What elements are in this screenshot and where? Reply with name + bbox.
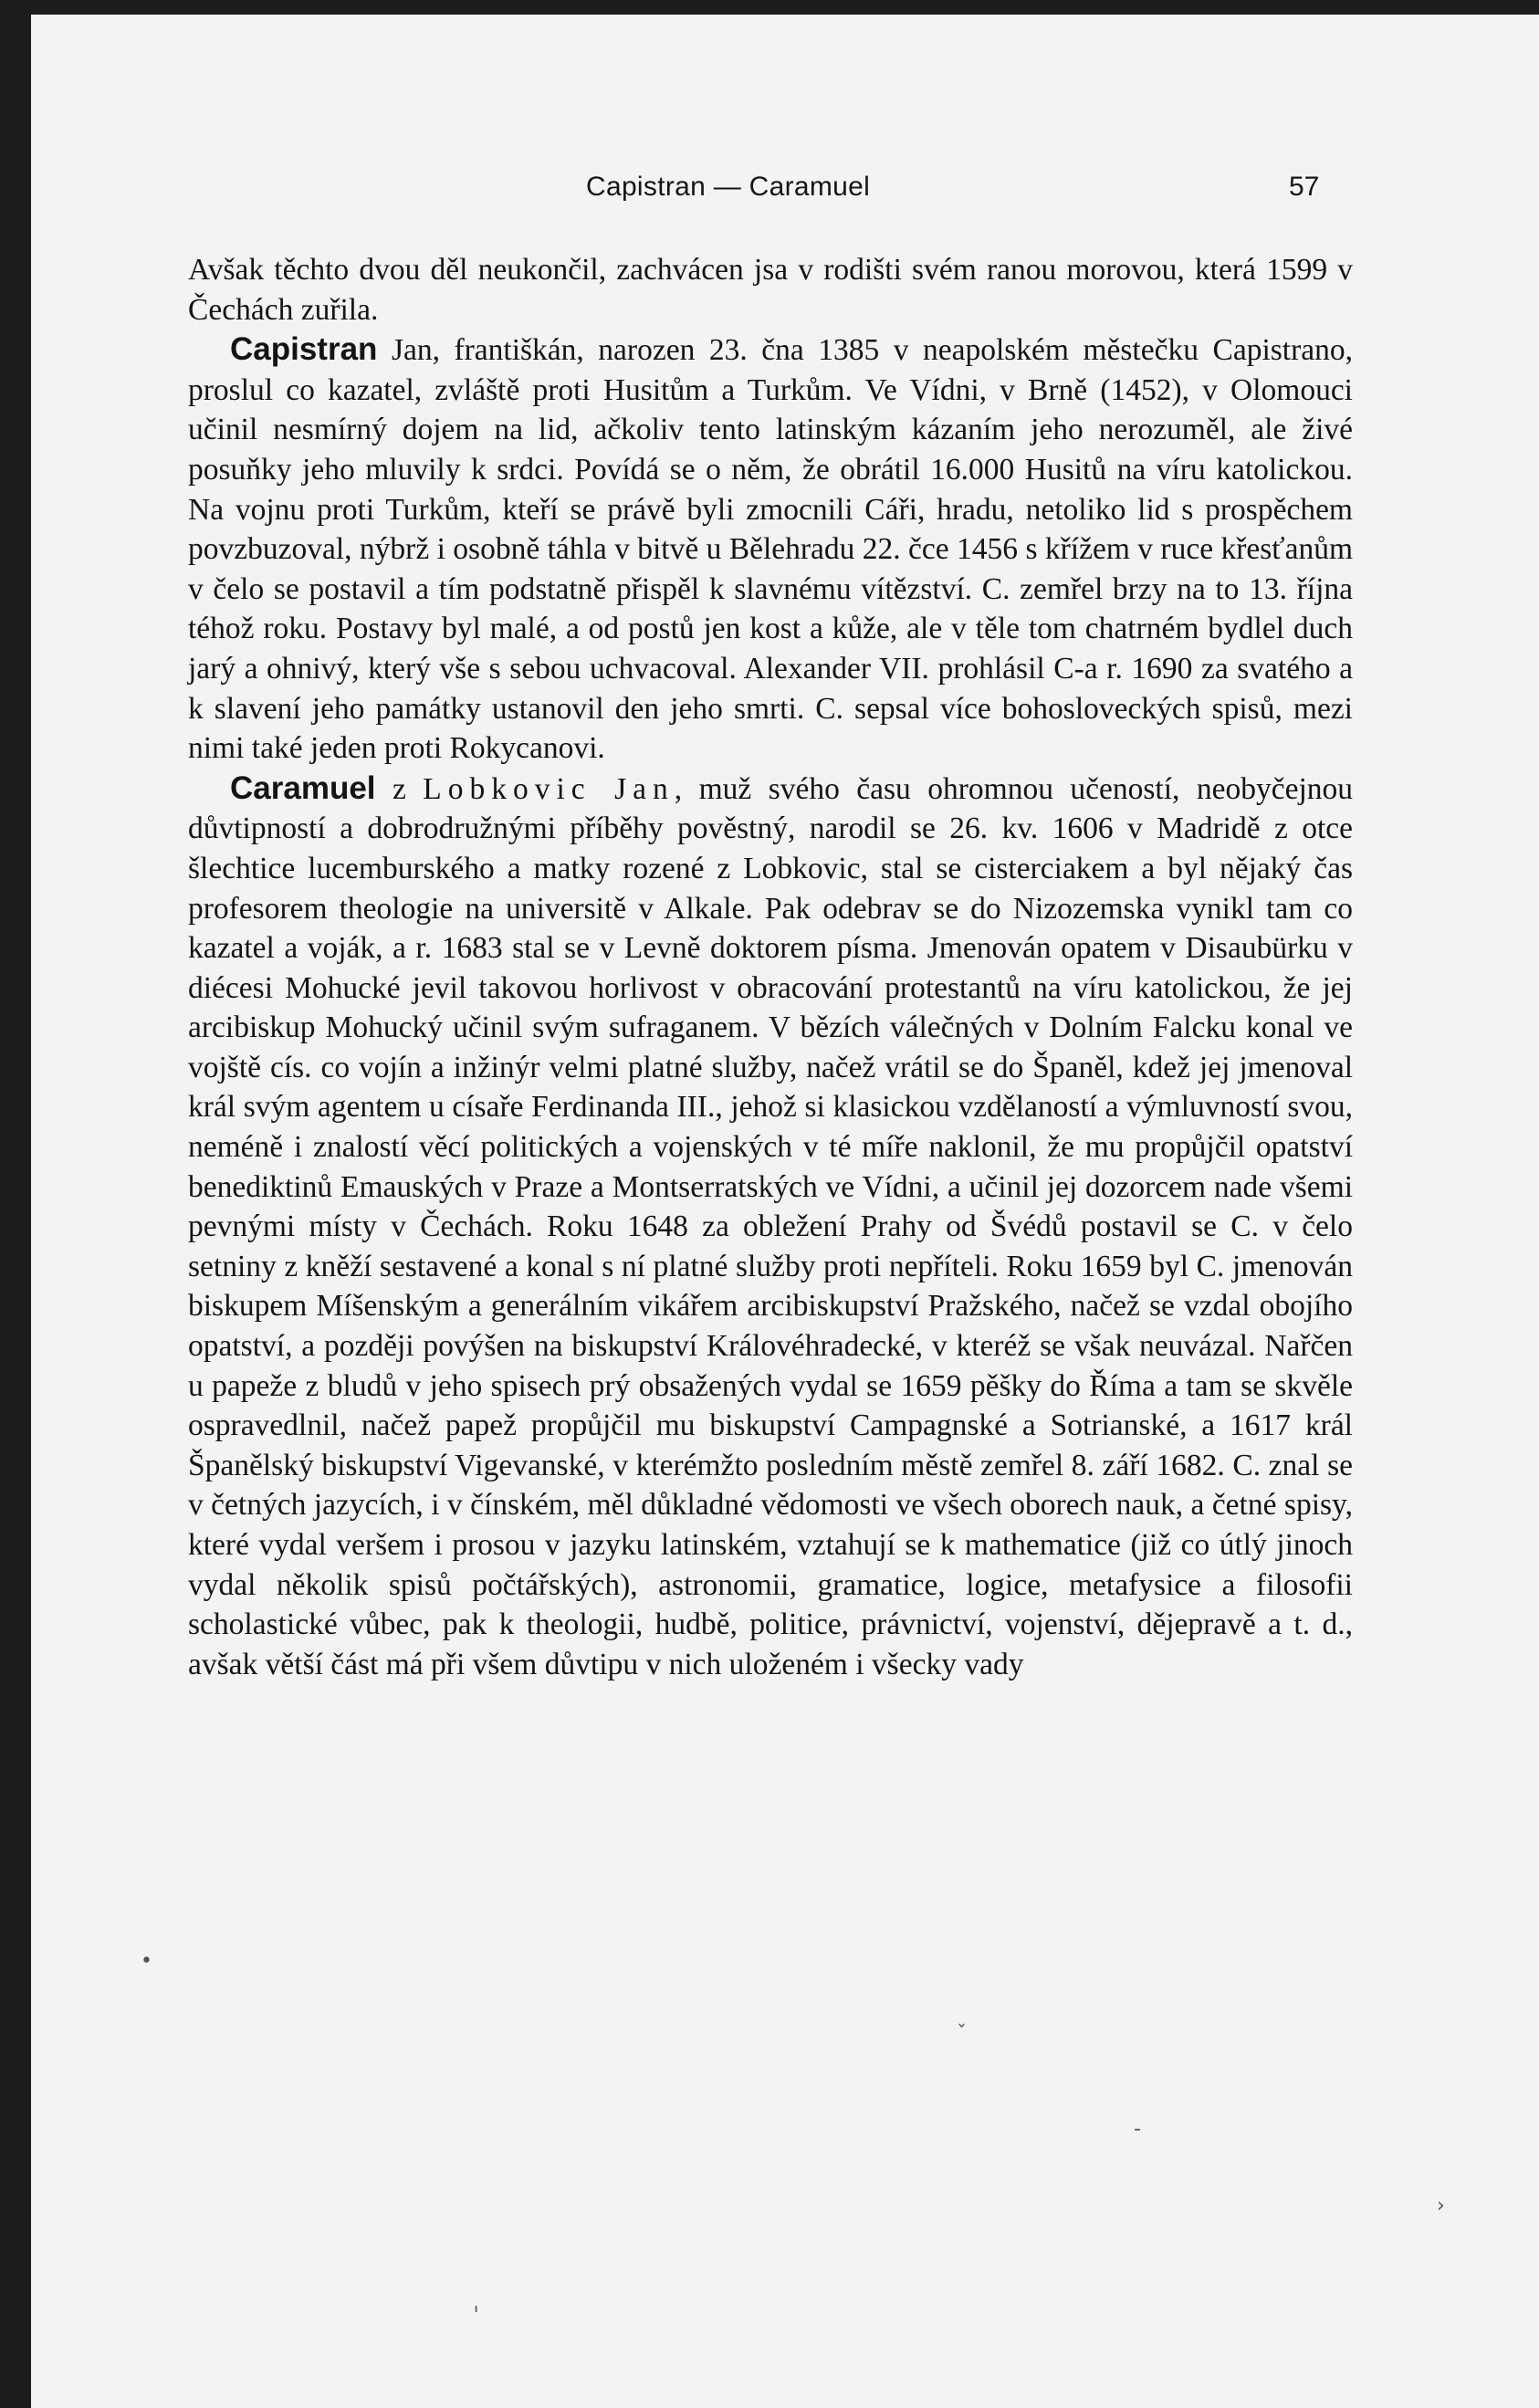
page-header	[31, 172, 1539, 212]
book-page	[31, 15, 1539, 2408]
entry-text: Jan, františkán, narozen 23. čna 1385 v neapolském městečku Capistrano, proslul co kazatel, zvláště proti Husitům a Turkům. Ve Vídni, v Brně (1452), v Olomouci učinil nesmírný dojem na lid, ačkoliv tento latinským kázaním jeho nerozuměl, ale živé posuňky jeho mluvily k srdci. Povídá se o něm, že obrátil 16.000 Husitů na víru katolickou. Na vojnu proti Turkům, kteří se právě byli zmocnili Cáři, hradu, netoliko lid s prospěchem povzbuzoval, nýbrž i osobně táhla v bitvě u Bělehradu 22. čce 1456 s křížem v ruce křesťanům v čelo se postavil a tím podstatně přispěl k slavnému vítězství. C. zemřel brzy na to 13. října téhož roku. Postavy byl malé, a od postů jen kost a kůže, ale v těle tom chatrném bydlel duch jarý a ohnivý, který vše s sebou uchvacoval. Alexander VII. prohlásil C-a r. 1690 za svatého a k slavení jeho památky ustanovil den jeho smrti. C. sepsal více bohosloveckých spisů, mezi nimi také jeden proti Rokycanovi.	[188, 333, 1353, 766]
scan-speck: ˌ	[473, 2288, 480, 2315]
paragraph-continuation	[188, 250, 1353, 330]
entry-headword-name: Lobkovic Jan	[423, 771, 675, 806]
scan-speck: -	[1134, 2118, 1141, 2141]
entry-text: , muž svého času ohromnou učeností, neobyčejnou důvtipností a dobrodružnými příběhy pověstný, narodil se 26. kv. 1606 v Madridě z otce šlechtice lucemburského a matky rozené z Lobkovic, stal se cisterciakem a byl nějaký čas profesorem theologie na universitě v Alkale. Pak odebrav se do Nizozemska vynikl tam co kazatel a voják, a r. 1683 stal se v Levně doktorem písma. Jmenován opatem v Disaubürku v diécesi Mohucké jevil takovou horlivost v obracování protestantů na víru katolickou, že jej arcibiskup Mohucký učinil svým sufraganem. V bězích válečných v Dolním Falcku konal ve vojště cís. co vojín a inžinýr velmi platné služby, načež vrátil se do Španěl, kdež jej jmenoval král svým agentem u císaře Ferdinanda III., jehož si klasickou vzdělaností a výmluvností svou, neméně i znalostí věcí politických a vojenských v té míře naklonil, že mu propůjčil opatství benediktinů Emauských v Praze a Montserratských ve Vídni, a učinil jej dozorcem nade všemi pevnými místy v Čechách. Roku 1648 za obležení Prahy od Švédů postavil se C. v čelo setniny z kněží sestavené a konal s ní platné služby proti nepříteli. Roku 1659 byl C. jmenován biskupem Míšenským a generálním vikářem arcibiskupství Pražského, načež se vzdal obojího opatství, a později povýšen na biskupství Královéhradecké, v kteréž se však neuvázal. Nařčen u papeže z bludů v jeho spisech prý obsažených vydal se 1659 pěšky do Říma a tam se skvěle ospravedlnil, načež papež propůjčil mu biskupství Campagnské a Sotrianské, a 1617 král Španělský biskupství Vigevanské, v kterémžto posledním městě zemřel 8. září 1682. C. znal se v četných jazycích, i v čínském, měl důkladné vědomosti ve všech oborech nauk, a četné spisy, které vydal veršem i prosou v jazyku latinském, vztahují se k mathematice (již co útlý jinoch vydal několik spisů počtářských), astronomii, gramatice, logice, metafysice a filosofii scholastické vůbec, pak k theologii, hudbě, politice, právnictví, vojenství, dějepravě a t. d., avšak větší část má při všem důvtipu v nich uloženém i všecky vady	[188, 771, 1354, 1681]
page-number: 57	[1289, 172, 1320, 202]
entry-headword: Caramuel	[230, 770, 376, 806]
entry-caramuel	[188, 769, 1353, 1685]
entry-capistran	[188, 330, 1353, 769]
body-text	[188, 250, 1353, 1684]
scan-speck: ›	[1437, 2194, 1445, 2217]
scan-speck: ˇ	[957, 2023, 967, 2046]
running-title: Capistran — Caramuel	[586, 172, 871, 202]
entry-headword: Capistran	[230, 331, 378, 368]
scan-speck: •	[141, 1950, 152, 1973]
entry-headword-connector: z	[375, 771, 424, 806]
paragraph-text: Avšak těchto dvou děl neukončil, zachvácen jsa v rodišti svém ranou morovou, která 1599 v Čechách zuřila.	[188, 253, 1353, 327]
